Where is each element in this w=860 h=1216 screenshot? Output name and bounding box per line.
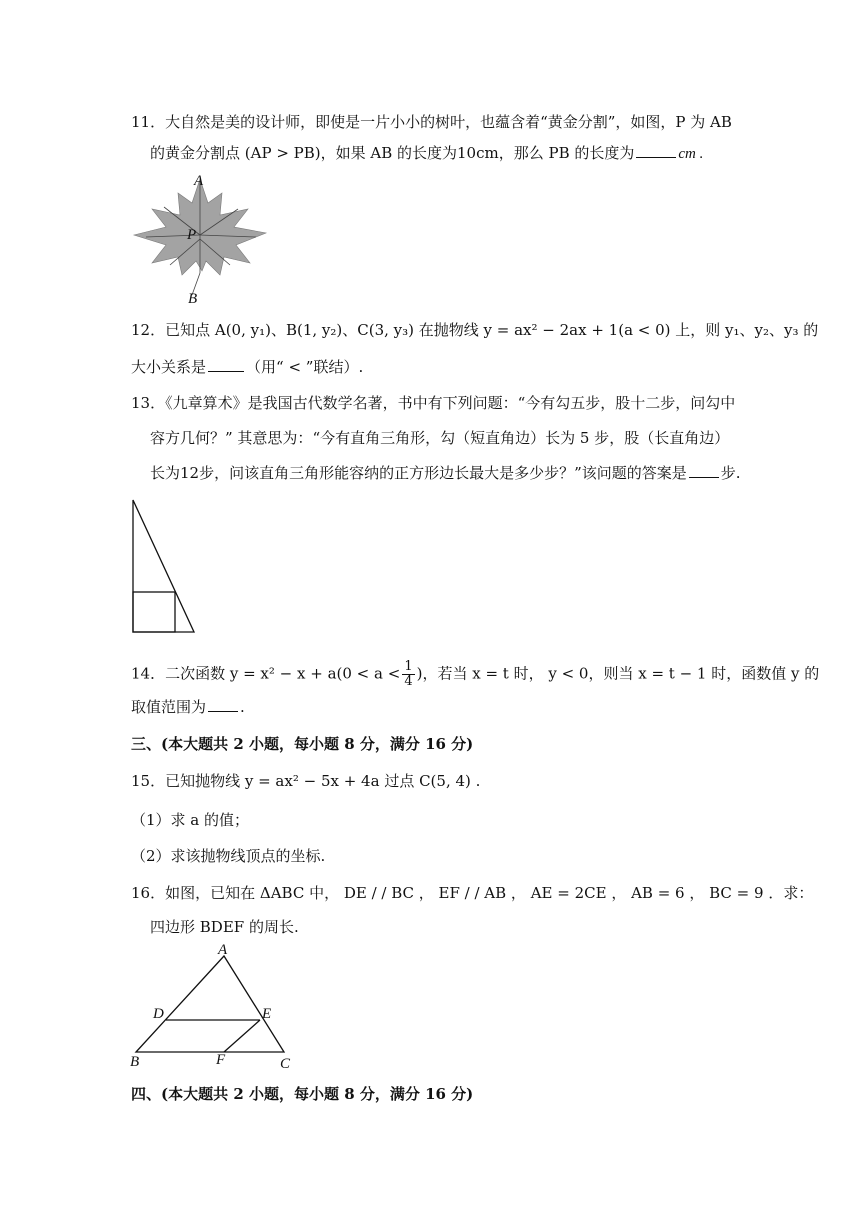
q12-line1: 12．已知点 A(0, y₁)、B(1, y₂)、C(3, y₃) 在抛物线 y = ax² − 2ax + 1(a < 0) 上，则 y₁、y₂、y₃ 的 (131, 321, 819, 339)
q16-line1: 16．如图，已知在 ΔABC 中， DE / / BC ， EF / / AB ， AE = 2CE ， AB = 6 ， BC = 9 ．求： (131, 884, 814, 902)
label-d: D (153, 1006, 164, 1022)
q11-line1: 11．大自然是美的设计师，即使是一片小小的树叶，也蕴含着“黄金分割”，如图，P 为 AB (131, 113, 732, 131)
q14-line2-text: 取值范围为 (131, 698, 207, 716)
q11-unit: cm . (678, 146, 704, 162)
q12-line2-text: 大小关系是 (131, 358, 207, 376)
q13-line3-tail: 步. (720, 464, 741, 482)
inscribed-square (133, 592, 175, 632)
q13-line1: 13．《九章算术》是我国古代数学名著，书中有下列问题：“今有勾五步，股十二步，问勾中 (131, 394, 736, 412)
q14-answer-blank (208, 697, 238, 712)
q14-line1-text: 14．二次函数 y = x² − x + a(0 < a < (131, 664, 401, 683)
q15-line1: 15．已知抛物线 y = ax² − 5x + 4a 过点 C(5, 4) . (131, 772, 481, 790)
q11-line2 (150, 143, 703, 164)
q15-part2: （2）求该抛物线顶点的坐标. (131, 847, 326, 865)
q11-line2-text: 的黄金分割点 (AP > PB)，如果 AB 的长度为10cm，那么 PB 的长度为 (150, 144, 635, 162)
q14-frac-den: 4 (404, 674, 413, 689)
maple-leaf-figure (130, 175, 270, 305)
section-3-heading: 三、(本大题共 2 小题，每小题 8 分，满分 16 分) (131, 735, 474, 753)
q13-line3-text: 长为12步，问该直角三角形能容纳的正方形边长最大是多少步？”该问题的答案是 (150, 464, 687, 482)
q14-frac-num: 1 (404, 659, 413, 674)
label-c: C (280, 1056, 291, 1072)
q12-answer-blank (208, 357, 244, 372)
label-b: B (130, 1054, 140, 1070)
q14-fraction (402, 660, 414, 689)
right-triangle-figure (130, 498, 200, 638)
q15-part1: （1）求 a 的值； (131, 811, 250, 829)
triangle-abc-figure (128, 942, 298, 1072)
triangle-abc (136, 956, 284, 1052)
q13-answer-blank (689, 463, 719, 478)
q14-line1-tail: )，若当 x = t 时， y < 0，则当 x = t − 1 时，函数值 y 的 (416, 664, 820, 683)
leaf-label-b: B (188, 291, 198, 307)
label-f: F (216, 1052, 226, 1068)
leaf-label-p: P (187, 227, 197, 243)
section-4-heading: 四、(本大题共 2 小题，每小题 8 分，满分 16 分) (131, 1085, 474, 1103)
q13-line2: 容方几何？” 其意思为：“今有直角三角形，勾（短直角边）长为 5 步，股（长直角边） (150, 429, 730, 447)
q14-line2 (131, 697, 245, 717)
label-e: E (262, 1006, 272, 1022)
q14-line1 (131, 660, 819, 689)
segment-ef (224, 1020, 260, 1052)
label-a: A (218, 942, 228, 958)
q13-line3 (150, 463, 741, 483)
q16-line2: 四边形 BDEF 的周长. (150, 918, 299, 936)
q14-line2-tail: . (240, 698, 245, 716)
triangle-outline (133, 500, 194, 632)
q12-line2-tail: （用“ < ”联结）. (246, 358, 364, 376)
leaf-label-a: A (194, 173, 204, 189)
q12-line2 (131, 357, 363, 377)
q11-answer-blank (636, 143, 676, 158)
